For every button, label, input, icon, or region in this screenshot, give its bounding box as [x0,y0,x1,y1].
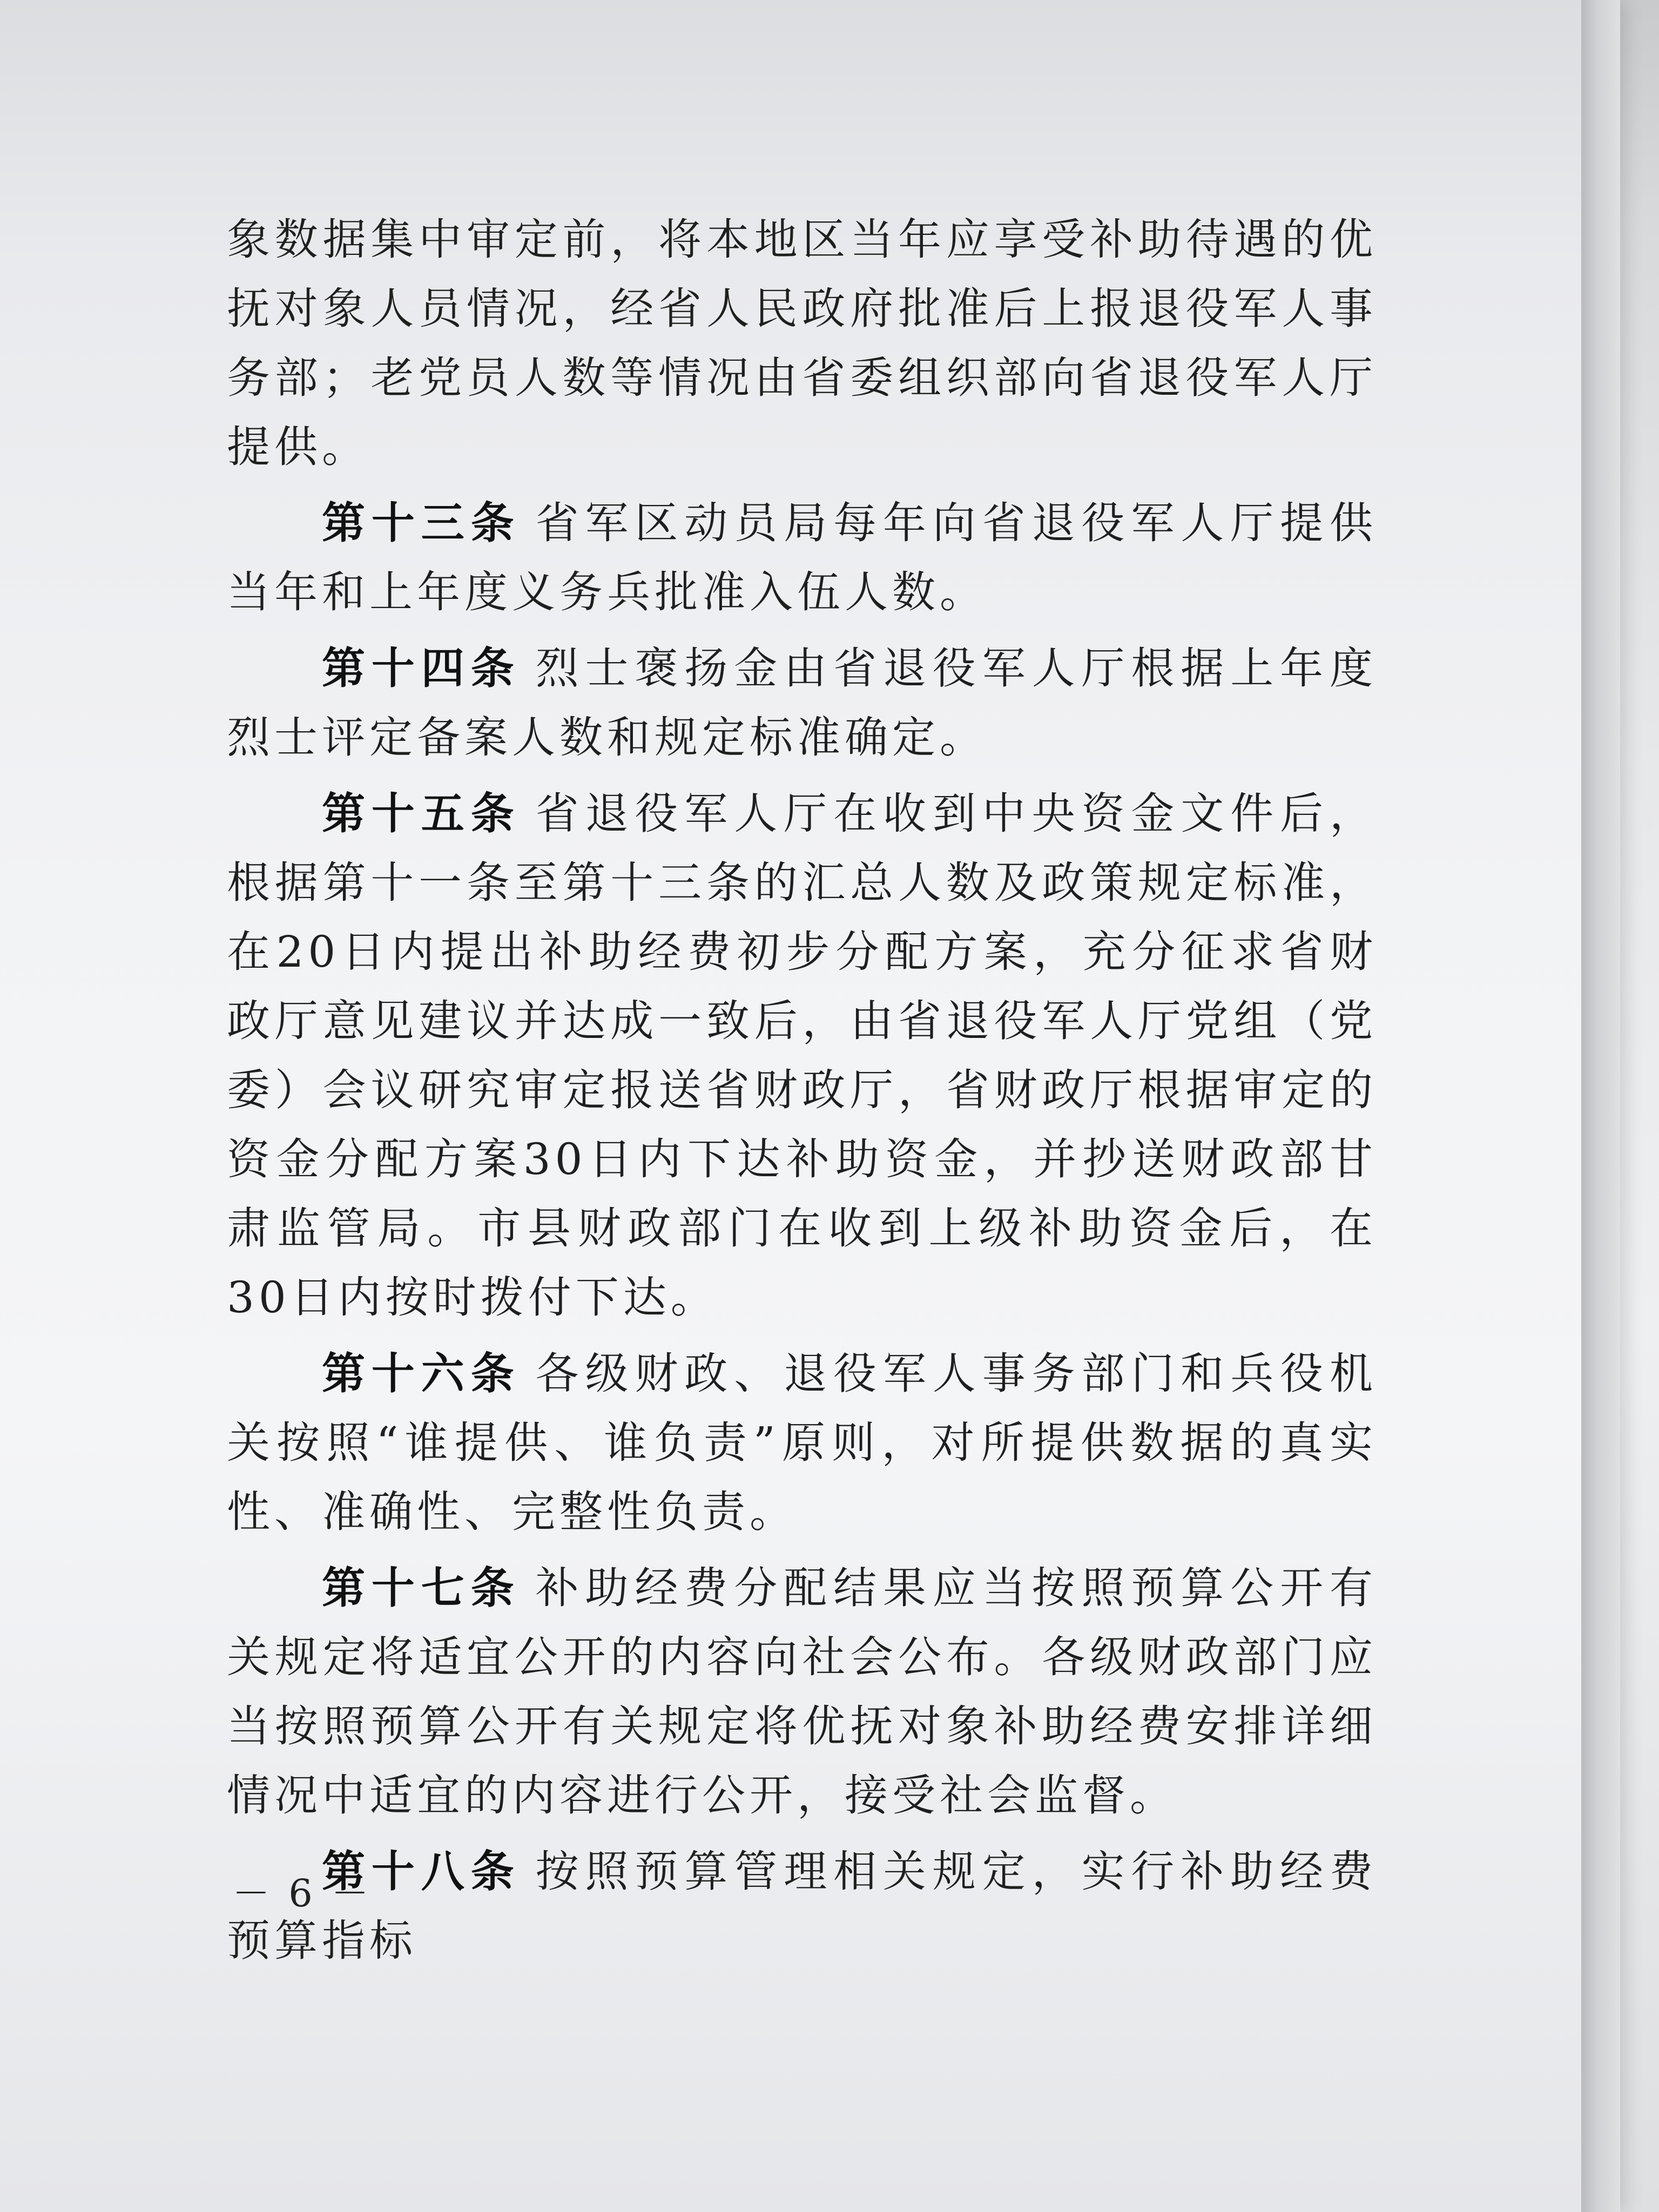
article-17 [227,1553,1377,1830]
article-text: 补助经费分配结果应当按照预算公开有关规定将适宜公开的内容向社会公布。各级财政部门应当按照预算公开有关规定将优抚对象补助经费安排详细情况中适宜的内容进行公开，接受社会监督。 [227,1563,1378,1820]
article-text: 烈士褒扬金由省退役军人厅根据上年度烈士评定备案人数和规定标准确定。 [227,643,1378,763]
article-16 [227,1339,1377,1547]
paragraph-continuation [227,205,1377,482]
article-18 [227,1837,1377,1975]
article-heading: 第十三条 [322,497,521,548]
page-number: － 6 － [232,1871,373,1916]
article-text: 各级财政、退役军人事务部门和兵役机关按照“谁提供、谁负责”原则，对所提供数据的真实性、准确性、完整性负责。 [227,1348,1378,1537]
article-15 [227,779,1377,1332]
article-text: 省退役军人厅在收到中央资金文件后，根据第十一条至第十三条的汇总人数及政策规定标准，在20日内提出补助经费初步分配方案，充分征求省财政厅意见建议并达成一致后，由省退役军人厅党组（党委）会议研究审定报送省财政厅，省财政厅根据审定的资金分配方案30日内下达补助资金，并抄送财政部甘肃监管局。市县财政部门在收到上级补助资金后，在30日内按时拨付下达。 [227,788,1378,1323]
article-heading: 第十八条 [322,1846,521,1897]
article-heading: 第十七条 [322,1562,521,1613]
article-14 [227,633,1377,772]
article-13 [227,488,1377,627]
article-heading: 第十五条 [322,788,521,839]
page-edge [1581,0,1620,2212]
document-body [227,205,1377,1975]
article-text: 按照预算管理相关规定，实行补助经费预算指标 [227,1846,1378,1966]
paragraph-text: 象数据集中审定前，将本地区当年应享受补助待遇的优抚对象人员情况，经省人民政府批准后上报退役军人事务部；老党员人数等情况由省委组织部向省退役军人厅提供。 [227,214,1377,472]
article-text: 省军区动员局每年向省退役军人厅提供当年和上年度义务兵批准入伍人数。 [227,498,1378,617]
article-heading: 第十四条 [322,643,521,693]
article-heading: 第十六条 [322,1348,521,1399]
